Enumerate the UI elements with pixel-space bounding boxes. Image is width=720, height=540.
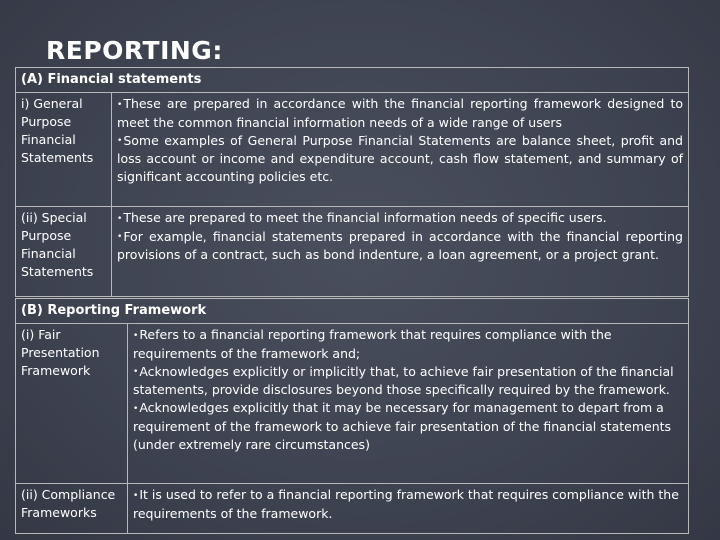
section-b-heading-row <box>16 299 689 324</box>
row-label: (ii) Compliance Frameworks <box>16 484 128 534</box>
bullet-item: •These are prepared in accordance with the financial reporting framework designed to meet the common financial information needs of a wide range of users <box>117 96 683 130</box>
section-a-heading-row <box>16 68 689 93</box>
bullet-icon: • <box>133 367 139 377</box>
bullet-icon: • <box>133 403 139 414</box>
table-row <box>16 324 689 484</box>
bullet-icon: • <box>117 99 123 110</box>
row-label: i) General Purpose Financial Statements <box>16 93 112 207</box>
bullet-icon: • <box>133 330 139 341</box>
bullet-item: •Some examples of General Purpose Financial Statements are balance sheet, profit and loss account or income and expenditure account, cash flow statement, and summary of significant accounting policies etc. <box>117 132 683 184</box>
bullet-icon: • <box>117 213 123 224</box>
reporting-framework-table <box>15 298 689 534</box>
section-a-heading: (A) Financial statements <box>16 68 689 93</box>
bullet-icon: • <box>133 490 139 501</box>
bullet-icon: • <box>117 232 123 242</box>
bullet-item: •Acknowledges explicitly that it may be necessary for management to depart from a requirement of the framework to achieve fair presentation of the financial statements (under extremely rare circumstances) <box>133 400 672 452</box>
financial-statements-table <box>15 67 689 297</box>
row-label: (ii) Special Purpose Financial Statements <box>16 207 112 297</box>
row-description <box>112 207 689 297</box>
table-row <box>16 484 689 534</box>
bullet-item: •Refers to a financial reporting framework that requires compliance with the requirements of the framework and; <box>133 327 612 361</box>
table-row <box>16 207 689 297</box>
row-description <box>128 324 689 484</box>
row-description <box>128 484 689 534</box>
bullet-item: •Acknowledges explicitly or implicitly that, to achieve fair presentation of the financial statements, provide disclosures beyond those specifically required by the framework. <box>133 363 674 397</box>
slide-title: REPORTING: <box>46 36 223 65</box>
section-b-heading: (B) Reporting Framework <box>16 299 689 324</box>
table-row <box>16 93 689 207</box>
bullet-icon: • <box>117 136 123 146</box>
bullet-item: •For example, financial statements prepared in accordance with the financial reporting provisions of a contract, such as bond indenture, a loan agreement, or a project grant. <box>117 228 683 262</box>
row-label: (i) Fair Presentation Framework <box>16 324 128 484</box>
row-description <box>112 93 689 207</box>
bullet-item: •It is used to refer to a financial reporting framework that requires compliance with the requirements of the framework. <box>133 487 679 521</box>
bullet-item: •These are prepared to meet the financial information needs of specific users. <box>117 210 607 225</box>
